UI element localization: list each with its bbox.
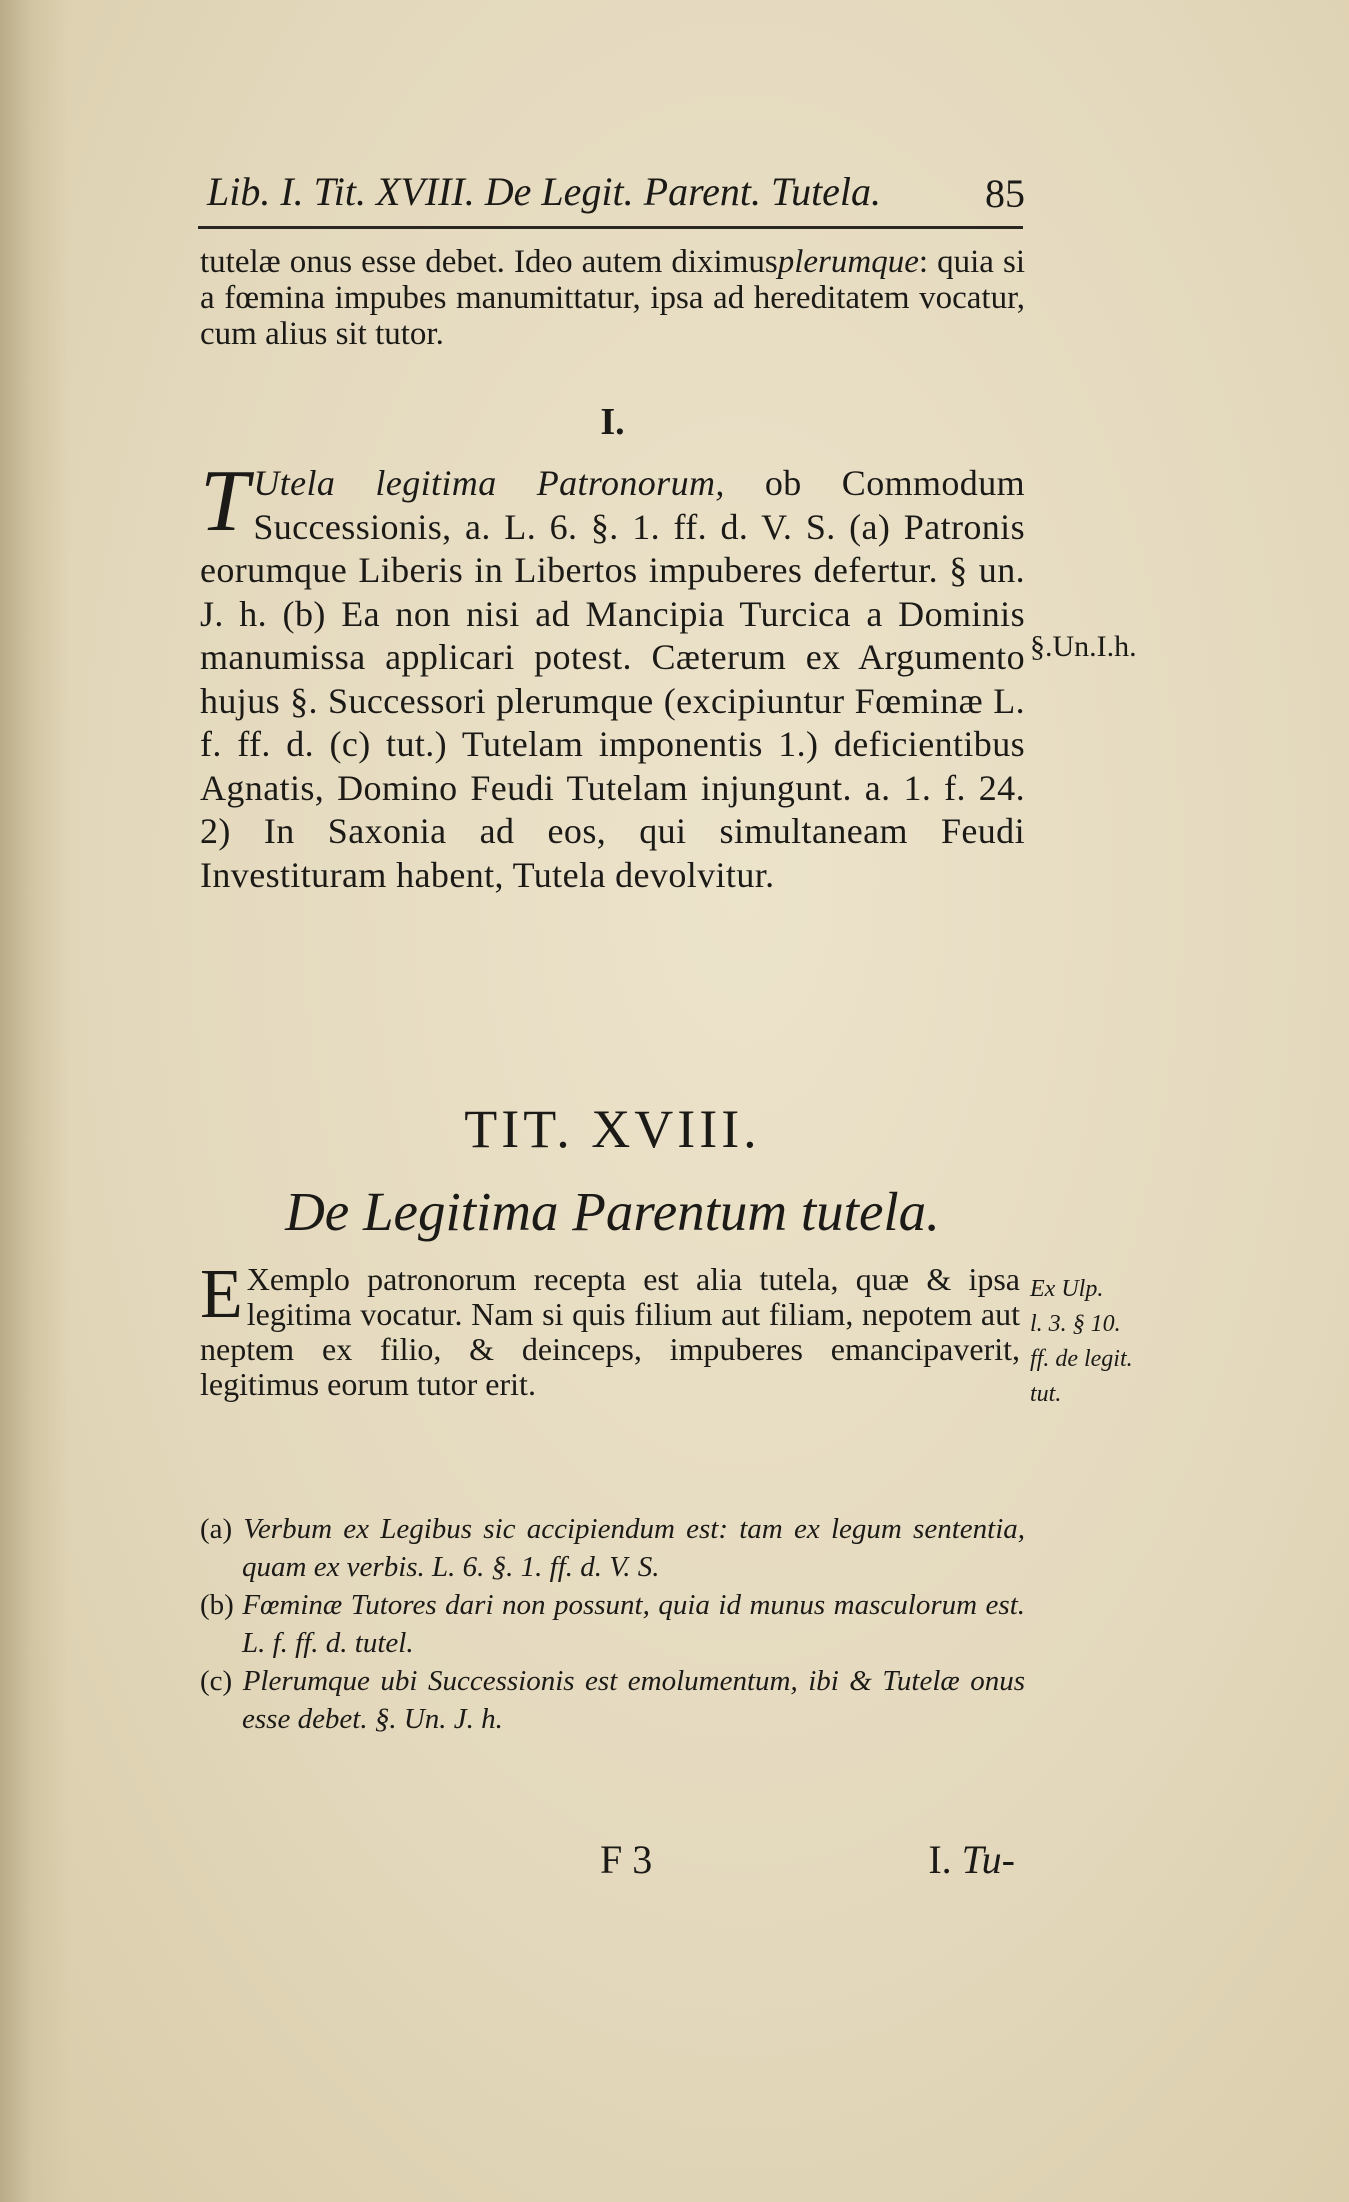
page-footer [200, 1836, 1025, 1886]
footnote-mark: (a) [200, 1513, 233, 1545]
drop-cap-e: E [200, 1256, 243, 1333]
margin-note-line: tut. [1030, 1381, 1062, 1407]
intro-text-a: tutelæ onus esse debet. Ideo autem diximus [200, 244, 778, 280]
intro-text-italic: plerumque [777, 244, 919, 280]
title-subtitle: De Legitima Parentum tutela. [285, 1181, 940, 1242]
footnotes [200, 1510, 1025, 1738]
footnote-text: Plerumque ubi Successionis est emolumentum, ibi & Tutelæ onus esse debet. §. Un. J. h. [242, 1665, 1025, 1735]
running-header [195, 158, 1025, 218]
section-one-lead: Utela legitima Patronorum, [253, 463, 725, 503]
page-number: 85 [985, 171, 1025, 216]
section-two-body: Xemplo patronorum recepta est alia tutela, quæ & ipsa legitima vocatur. Nam si quis filium aut filiam, nepotem aut neptem ex filio, & deinceps, impuberes emancipaverit, legitimus eorum tutor erit. [200, 1261, 1020, 1402]
catchword-italic: Tu- [961, 1837, 1015, 1882]
footnote-c [200, 1662, 1025, 1738]
footnote-text: Fœminæ Tutores dari non possunt, quia id munus masculorum est. L. f. ff. d. tutel. [242, 1589, 1025, 1659]
footnote-mark: (b) [200, 1589, 234, 1621]
drop-cap-t: T [200, 453, 250, 550]
footnote-text: Verbum ex Legibus sic accipiendum est: tam ex legum sententia, quam ex verbis. L. 6. §. 1. ff. d. V. S. [242, 1513, 1025, 1583]
intro-paragraph [200, 244, 1025, 352]
catchword-roman: I. [928, 1837, 952, 1882]
intro-text-c: : quia si a fœmina impubes manumittatur, ipsa ad hereditatem vocatur, cum alius sit tutor. [200, 244, 1026, 352]
gutter-shadow [0, 0, 70, 2202]
section-one-body: ob Commodum Successionis, a. L. 6. §. 1. ff. d. V. S. (a) Patronis eorumque Liberis in Libertos impuberes defertur. § un. J. h. (b) Ea non nisi ad Mancipia Turcica a Dominis manumissa applicari potest. Cæterum ex Argumento hujus §. Successori plerumque (excipiuntur Fœminæ L. f. ff. d. (c) tut.) Tutelam imponentis 1.) deficientibus Agnatis, Domino Feudi Tutelam injungunt. a. 1. f. 24. 2) In Saxonia ad eos, qui simultaneam Feudi Investituram habent, Tutela devolvitur. [200, 463, 1026, 895]
signature-mark: F 3 [600, 1837, 653, 1882]
footnote-a [200, 1510, 1025, 1586]
header-rule [198, 226, 1023, 229]
margin-note-line: ff. de legit. [1030, 1346, 1133, 1372]
footnote-mark: (c) [200, 1665, 233, 1697]
margin-note-section-one: §.Un.I.h. [1030, 630, 1137, 663]
margin-note-section-two [1030, 1272, 1185, 1412]
margin-note-line: Ex Ulp. [1030, 1276, 1104, 1302]
running-title: Lib. I. Tit. XVIII. De Legit. Parent. Tutela. [207, 169, 882, 214]
section-two-paragraph [200, 1256, 1020, 1402]
title-heading: TIT. XVIII. [464, 1099, 761, 1159]
footnote-b [200, 1586, 1025, 1662]
catchword [928, 1836, 1015, 1883]
section-number: I. [600, 401, 625, 443]
section-one-paragraph [200, 453, 1026, 897]
margin-note-line: l. 3. § 10. [1030, 1311, 1121, 1337]
